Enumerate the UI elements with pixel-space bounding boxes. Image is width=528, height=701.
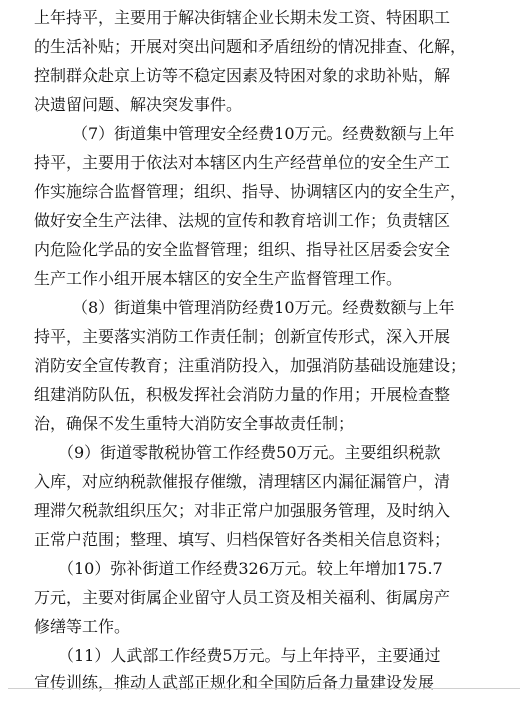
text-line: 消防安全宣传教育；注重消防投入，加强消防基础设施建设； [34,356,467,375]
text-line: 作实施综合监督管理；组织、指导、协调辖区内的安全生产， [34,182,467,201]
paragraph-first-line: （11）人武部工作经费5万元。与上年持平，主要通过 [58,646,441,665]
text-line: 生产工作小组开展本辖区的安全生产监督管理工作。 [34,269,403,288]
text-line: 上年持平，主要用于解决街辖企业长期未发工资、特困职工 [34,8,451,27]
text-line: 治，确保不发生重特大消防安全事故责任制； [34,414,355,433]
paragraph-first-line: （10）弥补街道工作经费326万元。较上年增加175.7 [58,559,443,578]
text-line: 内危险化学品的安全监督管理；组织、指导社区居委会安全 [34,240,451,259]
paragraph-first-line: （9）街道零散税协管工作经费50万元。主要组织税款 [58,443,441,462]
text-line: 的生活补贴；开展对突出问题和矛盾纽纷的情况排查、化解， [34,37,467,56]
text-line: 万元，主要对街属企业留守人员工资及相关福利、街属房产 [34,588,451,607]
text-line: 正常户范围；整理、填写、归档保管好各类相关信息资料； [34,530,451,549]
text-line: 持平，主要用于依法对本辖区内生产经营单位的安全生产工 [34,153,451,172]
paragraph-first-line: （7）街道集中管理安全经费10万元。经费数额与上年 [72,124,455,143]
text-line: 理滞欠税款组织压欠；对非正常户加强服务管理，及时纳入 [34,501,451,520]
text-line: 做好安全生产法律、法规的宣传和教育培训工作；负责辖区 [34,211,451,230]
text-line: 控制群众赴京上访等不稳定因素及特困对象的求助补贴，解 [34,66,451,85]
paragraph-first-line: （8）街道集中管理消防经费10万元。经费数额与上年 [72,298,455,317]
text-line: 修缮等工作。 [34,617,131,636]
text-line: 入库，对应纳税款催报存催缴，清理辖区内漏征漏管户，清 [34,472,451,491]
text-line: 持平，主要落实消防工作责任制；创新宣传形式，深入开展 [34,327,451,346]
text-line: 决遗留问题、解决突发事件。 [34,95,243,114]
text-line: 组建消防队伍，积极发挥社会消防力量的作用；开展检查整 [34,385,451,404]
page-bottom-divider [8,688,520,689]
text-line: 宣传训练，推动人武部正规化和全国防后备力量建设发展 [34,673,435,692]
